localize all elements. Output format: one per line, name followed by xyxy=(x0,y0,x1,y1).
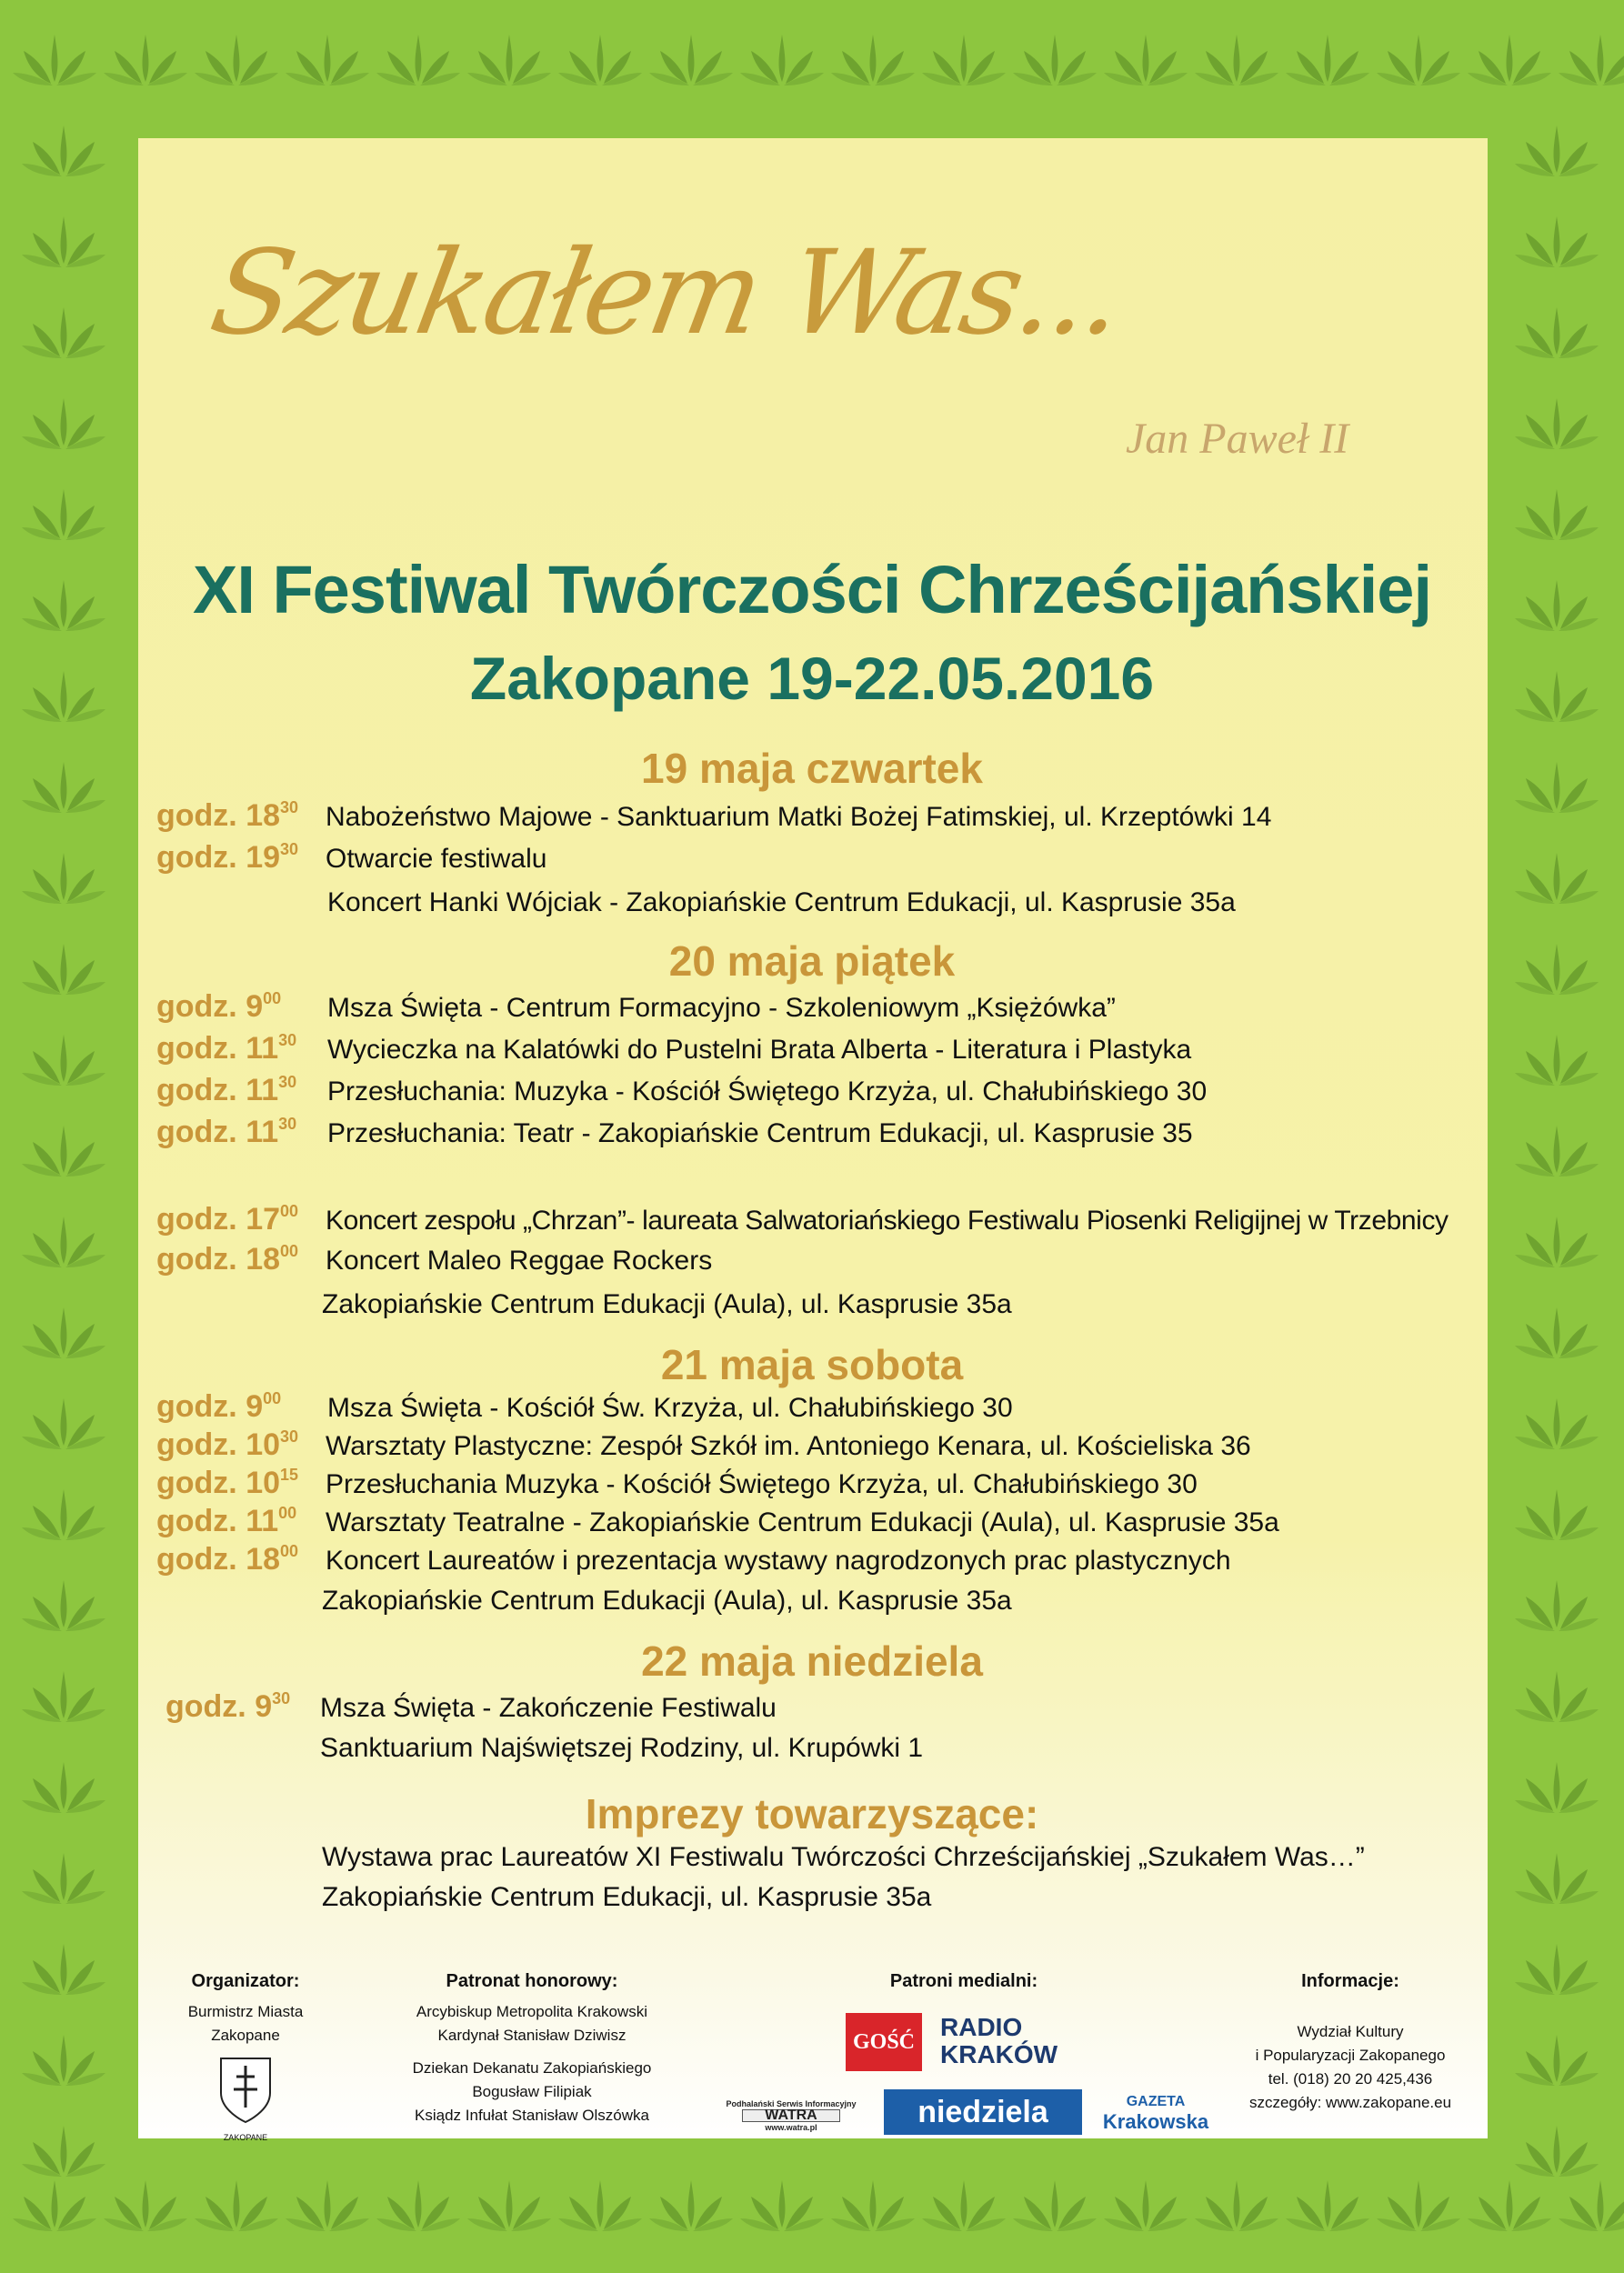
leaf-ornament xyxy=(104,2180,187,2231)
event-text: Koncert Hanki Wójciak - Zakopiańskie Centrum Edukacji, ul. Kasprusie 35a xyxy=(327,887,1236,917)
info-title: Informacje: xyxy=(1301,1971,1399,1991)
radio-krakow-line: KRAKÓW xyxy=(940,2040,1058,2068)
leaf-ornament xyxy=(1515,1398,1599,1449)
day-heading: 22 maja niedziela xyxy=(641,1637,983,1685)
day-heading: 20 maja piątek xyxy=(668,937,956,985)
leaf-ornament xyxy=(22,853,105,904)
leaf-ornament xyxy=(13,35,96,85)
leaf-ornament xyxy=(22,489,105,540)
leaf-ornament xyxy=(831,2180,915,2231)
event-text: Koncert Maleo Reggae Rockers xyxy=(326,1246,713,1276)
gazeta-line: GAZETA xyxy=(1126,2094,1186,2109)
event-text: Nabożeństwo Majowe - Sanktuarium Matki Bożej Fatimskiej, ul. Krzeptówki 14 xyxy=(326,802,1272,832)
event-text: Msza Święta - Centrum Formacyjno - Szkoleniowym „Księżówka” xyxy=(327,993,1116,1023)
festival-title: XI Festiwal Twórczości Chrześcijańskiej xyxy=(192,552,1432,627)
author: Jan Paweł II xyxy=(1126,415,1349,463)
time-label: godz. $18^{00}$ xyxy=(156,1542,299,1577)
event-text: Przesłuchania Muzyka - Kościół Świętego Krzyża, ul. Chałubińskiego 30 xyxy=(326,1469,1198,1499)
organizer-line: Burmistrz Miasta xyxy=(187,2003,304,2020)
leaf-ornament xyxy=(1515,1853,1599,1904)
leaf-ornament xyxy=(376,2180,460,2231)
leaf-ornament xyxy=(195,35,278,85)
event-text: Warsztaty Teatralne - Zakopiańskie Centrum Edukacji (Aula), ul. Kasprusie 35a xyxy=(326,1507,1279,1537)
leaf-ornament xyxy=(467,2180,551,2231)
leaf-ornament xyxy=(376,35,460,85)
event-text: Zakopiańskie Centrum Edukacji (Aula), ul. Kasprusie 35a xyxy=(322,1289,1012,1319)
zakopane-crest-icon xyxy=(214,2053,277,2126)
leaf-ornament xyxy=(1515,398,1599,449)
leaf-ornament xyxy=(558,35,642,85)
leaf-ornament xyxy=(1515,489,1599,540)
leaf-ornament xyxy=(1013,2180,1097,2231)
leaf-ornament xyxy=(22,125,105,176)
leaf-ornament xyxy=(22,307,105,358)
event-text: Wycieczka na Kalatówki do Pustelni Brata Alberta - Literatura i Plastyka xyxy=(327,1035,1192,1065)
organizer-block xyxy=(155,1969,336,2142)
leaf-ornament xyxy=(22,216,105,267)
patronage-line: Kardynał Stanisław Dziwisz xyxy=(437,2027,627,2044)
leaf-ornament xyxy=(1515,1035,1599,1086)
leaf-ornament xyxy=(922,35,1006,85)
leaf-ornament xyxy=(467,35,551,85)
leaf-ornament xyxy=(22,2035,105,2086)
patronage-title: Patronat honorowy: xyxy=(446,1971,618,1991)
event-text: Warsztaty Plastyczne: Zespół Szkół im. Antoniego Kenara, ul. Kościeliska 36 xyxy=(326,1431,1251,1461)
leaf-ornament xyxy=(1104,35,1188,85)
event-text: Msza Święta - Zakończenie Festiwalu xyxy=(320,1693,777,1723)
leaf-ornament xyxy=(1515,853,1599,904)
info-line: Wydział Kultury xyxy=(1297,2023,1404,2040)
leaf-ornament xyxy=(1515,2035,1599,2086)
leaf-ornament xyxy=(1468,35,1551,85)
info-block xyxy=(1218,1969,1482,2115)
organizer-title: Organizator: xyxy=(191,1971,300,1991)
leaf-ornament xyxy=(22,1217,105,1267)
leaf-ornament xyxy=(22,1126,105,1177)
leaf-ornament xyxy=(104,35,187,85)
media-title-block xyxy=(818,1969,1109,2000)
leaf-ornament xyxy=(286,2180,369,2231)
leaf-ornament xyxy=(1515,2126,1599,2177)
time-label: godz. $9^{00}$ xyxy=(156,989,282,1024)
leaf-ornament xyxy=(558,2180,642,2231)
leaf-ornament xyxy=(1515,1580,1599,1631)
info-line: szczegóły: www.zakopane.eu xyxy=(1248,2094,1452,2111)
extra-heading: Imprezy towarzyszące: xyxy=(585,1790,1039,1837)
time-label: godz. $10^{30}$ xyxy=(156,1427,299,1462)
time-label: godz. $10^{15}$ xyxy=(156,1466,299,1500)
leaf-ornament xyxy=(1468,2180,1551,2231)
time-label: godz. $11^{30}$ xyxy=(156,1031,297,1066)
patronage-line: Ksiądz Infułat Stanisław Olszówka xyxy=(415,2107,649,2124)
time-label: godz. $17^{00}$ xyxy=(156,1202,299,1237)
leaf-ornament xyxy=(1515,125,1599,176)
festival-subtitle: Zakopane 19-22.05.2016 xyxy=(469,645,1155,712)
radio-krakow-line: RADIO xyxy=(940,2013,1023,2041)
niedziela-logo: niedziela xyxy=(884,2089,1082,2135)
time-label: godz. $11^{00}$ xyxy=(156,1504,297,1538)
leaf-ornament xyxy=(22,1580,105,1631)
leaf-ornament xyxy=(1515,1217,1599,1267)
event-text: Koncert zespołu „Chrzan”- laureata Salwatoriańskiego Festiwalu Piosenki Religijnej w Trzebnicy xyxy=(326,1206,1449,1236)
time-label: godz. $18^{30}$ xyxy=(156,798,299,833)
crest-caption: ZAKOPANE xyxy=(223,2133,268,2142)
event-text: Zakopiańskie Centrum Edukacji (Aula), ul. Kasprusie 35a xyxy=(322,1586,1012,1616)
leaf-ornament xyxy=(1286,35,1369,85)
event-text: Msza Święta - Kościół Św. Krzyża, ul. Chałubińskiego 30 xyxy=(327,1393,1013,1423)
leaf-ornament xyxy=(22,1035,105,1086)
event-text: Przesłuchania: Teatr - Zakopiańskie Centrum Edukacji, ul. Kasprusie 35 xyxy=(327,1118,1193,1148)
info-line: tel. (018) 20 20 425,436 xyxy=(1268,2070,1433,2088)
leaf-ornament xyxy=(1377,2180,1460,2231)
time-label: godz. $18^{00}$ xyxy=(156,1242,299,1277)
day-heading: 21 maja sobota xyxy=(660,1341,964,1388)
leaf-ornament xyxy=(1377,35,1460,85)
script-title: Szukałem Was... xyxy=(201,225,1131,361)
leaf-ornament xyxy=(22,398,105,449)
leaf-ornament xyxy=(1559,35,1624,85)
watra-line: www.watra.pl xyxy=(765,2123,817,2132)
leaf-ornament xyxy=(22,2126,105,2177)
event-text: Przesłuchania: Muzyka - Kościół Świętego Krzyża, ul. Chałubińskiego 30 xyxy=(327,1076,1208,1106)
extra-text: Wystawa prac Laureatów XI Festiwalu Twórczości Chrześcijańskiej „Szukałem Was…” xyxy=(322,1842,1365,1872)
leaf-ornament xyxy=(1515,1126,1599,1177)
time-label: godz. $9^{00}$ xyxy=(156,1389,282,1424)
event-text: Otwarcie festiwalu xyxy=(326,844,547,874)
leaf-ornament xyxy=(286,35,369,85)
watra-line: WATRA xyxy=(742,2109,839,2122)
gosc-logo: GOŚĆ xyxy=(846,2013,922,2071)
leaf-ornament xyxy=(1104,2180,1188,2231)
leaf-ornament xyxy=(1515,1489,1599,1540)
leaf-ornament xyxy=(22,1944,105,1995)
leaf-ornament xyxy=(1515,216,1599,267)
event-text: Koncert Laureatów i prezentacja wystawy nagrodzonych prac plastycznych xyxy=(326,1546,1231,1576)
patronage-line: Bogusław Filipiak xyxy=(472,2083,592,2100)
leaf-ornament xyxy=(740,35,824,85)
media-title: Patroni medialni: xyxy=(889,1971,1038,1991)
watra-line: Podhalański Serwis Informacyjny xyxy=(726,2099,857,2108)
patronage-line: Arcybiskup Metropolita Krakowski xyxy=(416,2003,648,2020)
time-label: godz. $9^{30}$ xyxy=(165,1689,291,1724)
leaf-ornament xyxy=(22,1489,105,1540)
leaf-ornament xyxy=(22,1853,105,1904)
leaf-ornament xyxy=(922,2180,1006,2231)
leaf-ornament xyxy=(649,2180,733,2231)
time-label: godz. $11^{30}$ xyxy=(156,1073,297,1107)
patronage-block xyxy=(382,1969,682,2128)
leaf-ornament xyxy=(740,2180,824,2231)
time-label: godz. $11^{30}$ xyxy=(156,1115,297,1149)
event-text: Sanktuarium Najświętszej Rodziny, ul. Krupówki 1 xyxy=(320,1733,924,1763)
leaf-ornament xyxy=(1515,1944,1599,1995)
leaf-ornament xyxy=(1286,2180,1369,2231)
leaf-ornament xyxy=(649,35,733,85)
radio-krakow-logo xyxy=(940,2009,1095,2073)
leaf-ornament xyxy=(1195,2180,1278,2231)
extra-text: Zakopiańskie Centrum Edukacji, ul. Kasprusie 35a xyxy=(322,1882,932,1912)
info-line: i Popularyzacji Zakopanego xyxy=(1255,2047,1446,2064)
gazeta-line: Krakowska xyxy=(1102,2110,1209,2133)
leaf-ornament xyxy=(22,1398,105,1449)
watra-logo xyxy=(714,2095,868,2137)
patronage-line: Dziekan Dekanatu Zakopiańskiego xyxy=(412,2059,652,2077)
leaf-ornament xyxy=(1013,35,1097,85)
leaf-ornament xyxy=(13,2180,96,2231)
day-heading: 19 maja czwartek xyxy=(641,745,983,792)
leaf-ornament xyxy=(195,2180,278,2231)
leaf-ornament xyxy=(1559,2180,1624,2231)
gazeta-krakowska-logo xyxy=(1097,2089,1215,2135)
organizer-line: Zakopane xyxy=(211,2027,280,2044)
leaf-ornament xyxy=(831,35,915,85)
time-label: godz. $19^{30}$ xyxy=(156,840,299,875)
leaf-ornament xyxy=(1195,35,1278,85)
leaf-ornament xyxy=(1515,307,1599,358)
